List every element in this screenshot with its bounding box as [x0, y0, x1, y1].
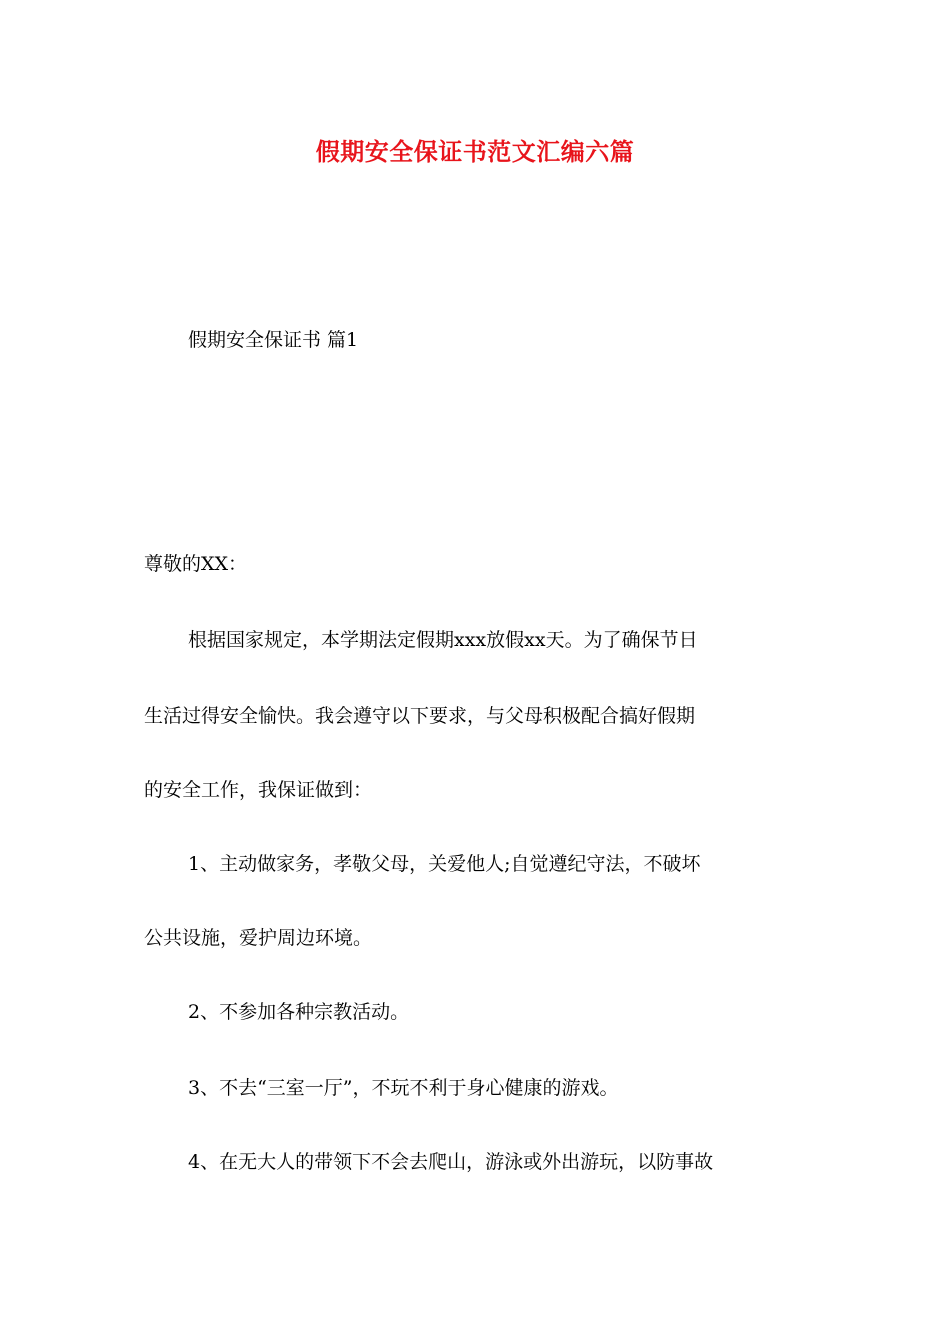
- list-item-line: 2、不参加各种宗教活动。: [188, 1001, 410, 1023]
- list-item-line: 公共设施，爱护周边环境。: [144, 927, 373, 949]
- paragraph-line: 根据国家规定，本学期法定假期xxx放假xx天。为了确保节日: [188, 629, 698, 651]
- section-heading: 假期安全保证书 篇1: [188, 329, 359, 351]
- paragraph-line: 的安全工作，我保证做到：: [144, 779, 373, 801]
- salutation: 尊敬的XX：: [144, 553, 248, 575]
- list-item-line: 3、不去“三室一厅”，不玩不利于身心健康的游戏。: [188, 1077, 619, 1099]
- list-item-line: 1、主动做家务，孝敬父母，关爱他人;自觉遵纪守法，不破坏: [188, 853, 701, 875]
- document-title: 假期安全保证书范文汇编六篇: [315, 137, 635, 166]
- list-item-line: 4、在无大人的带领下不会去爬山，游泳或外出游玩，以防事故: [188, 1151, 714, 1173]
- paragraph-line: 生活过得安全愉快。我会遵守以下要求，与父母积极配合搞好假期: [144, 705, 696, 727]
